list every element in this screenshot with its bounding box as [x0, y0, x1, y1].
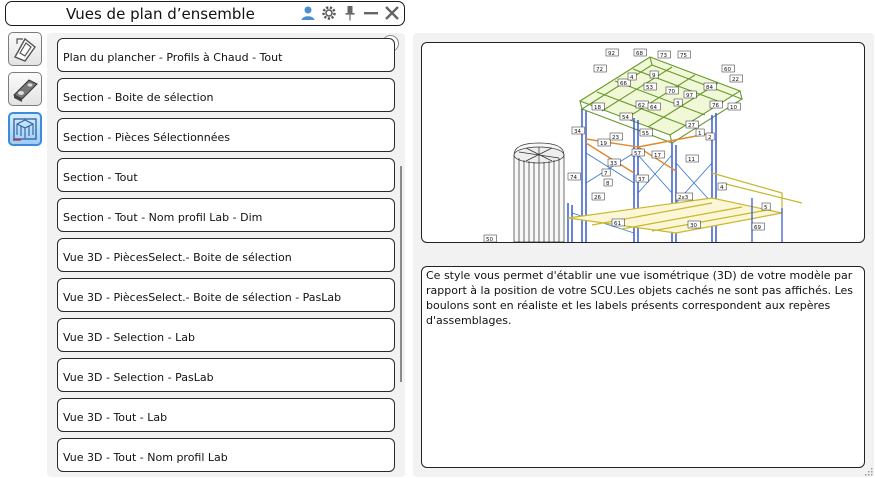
view-item-3d-selection-lab[interactable]: Vue 3D - Selection - Lab — [57, 318, 395, 352]
assembly-label: 62 — [638, 102, 645, 109]
view-item-3d-all-lab[interactable]: Vue 3D - Tout - Lab — [57, 398, 395, 432]
assembly-label: 5 — [764, 204, 768, 211]
assembly-label: 18 — [594, 104, 601, 111]
assembly-label: 68 — [636, 50, 643, 57]
assembly-label: 10 — [730, 104, 737, 111]
assembly-label: 9 — [652, 72, 656, 79]
assembly-label: 26 — [594, 194, 601, 201]
view-item-section-selection-box[interactable]: Section - Boite de sélection — [57, 78, 395, 112]
assembly-label: 53 — [646, 84, 653, 91]
details-panel — [413, 33, 874, 477]
view-item-3d-selected-box-nolab[interactable]: Vue 3D - PiècesSelect.- Boite de sélection - PasLab — [57, 278, 395, 312]
assembly-label: 2x3 — [678, 194, 689, 201]
view-item-3d-selected-box[interactable]: Vue 3D - PiècesSelect.- Boite de sélection — [57, 238, 395, 272]
assembly-label: 11 — [688, 156, 695, 163]
assembly-label: 8 — [606, 180, 610, 187]
title-bar — [5, 1, 405, 26]
part-icon — [11, 75, 39, 103]
assembly-label: 75 — [680, 52, 687, 59]
assembly-label: 19 — [600, 140, 607, 147]
assembly-label: 37 — [638, 176, 645, 183]
general-arrangement-icon — [11, 115, 39, 143]
assembly-label: 60 — [724, 66, 731, 73]
assembly-label: 2 — [708, 134, 712, 141]
assembly-label: 4 — [630, 74, 634, 81]
assembly-label: 3 — [676, 100, 680, 107]
window-title: Vues de plan d’ensemble — [66, 5, 255, 23]
gear-icon[interactable] — [321, 5, 337, 21]
view-item-section-selected-parts[interactable]: Section - Pièces Sélectionnées — [57, 118, 395, 152]
assembly-label: 97 — [686, 92, 693, 99]
pin-icon[interactable] — [342, 5, 358, 21]
resize-grip-icon[interactable] — [863, 466, 873, 476]
assembly-label: 57 — [634, 150, 641, 157]
view-item-3d-selection-nolab[interactable]: Vue 3D - Selection - PasLab — [57, 358, 395, 392]
assembly-label: 73 — [660, 52, 667, 59]
assembly-label: 61 — [614, 220, 621, 227]
assembly-label: 74 — [570, 174, 577, 181]
view-item-section-all[interactable]: Section - Tout — [57, 158, 395, 192]
general-arrangement-button[interactable] — [8, 112, 42, 146]
assembly-label: 7 — [604, 170, 608, 177]
titlebar-icons — [300, 5, 400, 21]
close-icon[interactable] — [384, 5, 400, 21]
assembly-label: 34 — [574, 128, 581, 135]
assembly-label: 84 — [706, 84, 713, 91]
view-item-floor-plan[interactable]: Plan du plancher - Profils à Chaud - Tout — [57, 38, 395, 72]
drawing-view-button[interactable] — [8, 32, 42, 66]
list-scrollbar[interactable] — [400, 166, 402, 382]
user-icon[interactable] — [300, 5, 316, 21]
assembly-label: 22 — [732, 76, 739, 83]
assembly-label: 64 — [650, 104, 657, 111]
assembly-label: 55 — [642, 130, 649, 137]
views-list-panel — [47, 33, 405, 477]
assembly-label: 50 — [486, 236, 493, 242]
assembly-label: 4 — [720, 184, 724, 191]
assembly-label: 1 — [698, 130, 702, 137]
view-item-section-all-profile-lab-dim[interactable]: Section - Tout - Nom profil Lab - Dim — [57, 198, 395, 232]
assembly-label: 27 — [688, 122, 695, 129]
assembly-label: 30 — [690, 222, 697, 229]
assembly-label: 66 — [620, 80, 627, 87]
description-text: Ce style vous permet d'établir une vue isométrique (3D) de votre modèle par rapport à la position de votre SCU.Les objets cachés ne sont pas affichés. Les boulons sont en réaliste et les labels présents correspondent aux repères d'assemblages. — [421, 266, 865, 468]
preview-image — [421, 42, 865, 243]
assembly-label: 23 — [612, 134, 619, 141]
isometric-structure-drawing — [422, 43, 864, 242]
view-item-3d-all-profile-lab[interactable]: Vue 3D - Tout - Nom profil Lab — [57, 438, 395, 472]
drawing-icon — [11, 35, 39, 63]
assembly-label: 76 — [712, 102, 719, 109]
assembly-label: 54 — [622, 114, 629, 121]
assembly-label: 69 — [754, 224, 761, 231]
assembly-label: 17 — [654, 152, 661, 159]
minimize-icon[interactable] — [363, 5, 379, 21]
assembly-label: 70 — [668, 88, 675, 95]
assembly-label: 72 — [596, 66, 603, 73]
assembly-label: 33 — [610, 160, 617, 167]
assembly-label: 92 — [608, 50, 615, 57]
part-view-button[interactable] — [8, 72, 42, 106]
